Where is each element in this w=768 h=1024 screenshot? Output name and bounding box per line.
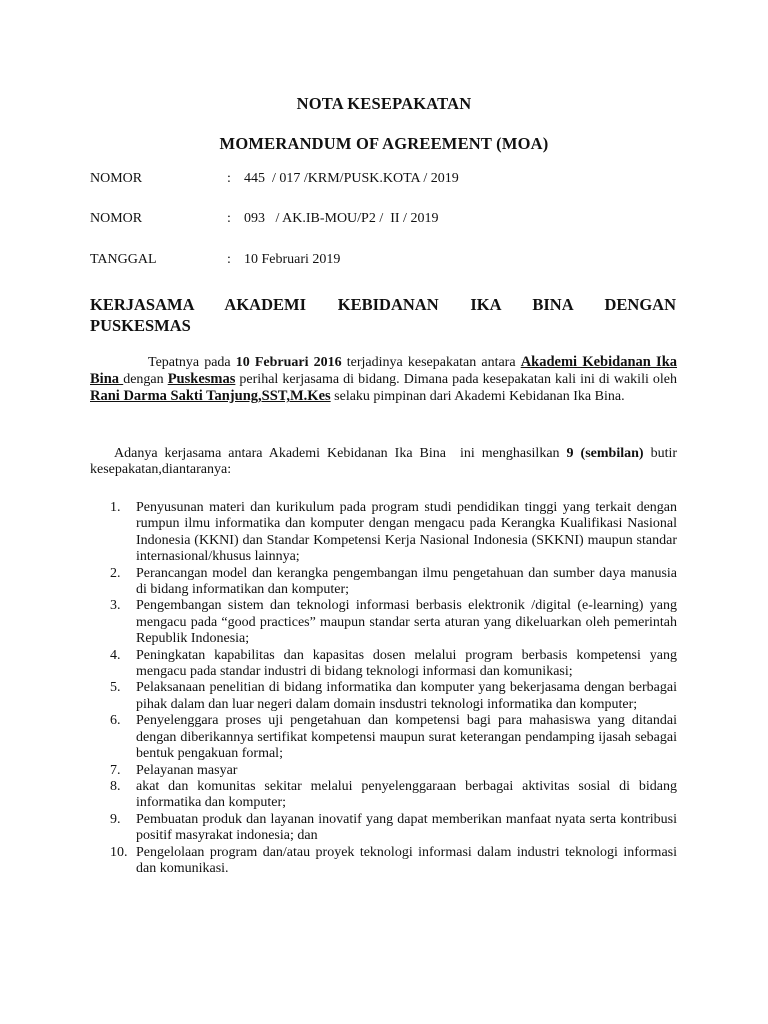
intro-text: terjadinya kesepakatan antara bbox=[341, 355, 521, 370]
list-item-text: Pelayanan masyar bbox=[136, 762, 238, 778]
representative-name: Rani Darma Sakti Tanjung,SST,M.Kes bbox=[90, 388, 331, 404]
list-item-number: 5. bbox=[110, 680, 121, 696]
agreement-heading bbox=[90, 294, 676, 336]
list-item bbox=[90, 845, 677, 878]
list-item bbox=[90, 648, 677, 681]
meta-value: 093 / AK.IB-MOU/P2 / II / 2019 bbox=[244, 211, 439, 226]
list-item-text: akat dan komunitas sekitar melalui penyelenggaraan berbagai aktivitas sosial di bidang informatika dan komputer; bbox=[136, 778, 677, 811]
list-item-number: 4. bbox=[110, 647, 121, 663]
list-item-text: Pengelolaan program dan/atau proyek teknologi informasi dalam industri teknologi informasi dan komunikasi. bbox=[136, 844, 677, 876]
list-item-text: Pengembangan sistem dan teknologi informasi berbasis elektronik /digital (e-learning) yang mengacu pada “good practices” maupun standar serta aturan yang dikeluarkan oleh pemerintah Republik Indonesia; bbox=[136, 598, 677, 647]
list-item-text: Peningkatan kapabilitas dan kapasitas dosen melalui program berbasis kompetensi yang mengacu pada standar industri di bidang teknologi informasi dan komunikasi; bbox=[136, 647, 677, 680]
list-item-number: 8. bbox=[110, 778, 121, 794]
list-item-number: 3. bbox=[110, 598, 121, 614]
organization-name: Puskesmas bbox=[167, 371, 236, 387]
summary-paragraph bbox=[90, 446, 677, 478]
list-item-text: Penyelenggara proses uji pengetahuan dan kompetensi bagi para mahasiswa yang ditandai dengan diberikannya sertifikat kompetensi maupun surat keterangan pendamping ijasah sebagai bentuk pengakuan formal; bbox=[136, 713, 677, 762]
intro-text: selaku pimpinan dari Akademi Kebidanan Ika Bina. bbox=[330, 389, 625, 404]
list-item bbox=[90, 779, 677, 812]
list-item bbox=[90, 763, 677, 779]
meta-colon: : bbox=[227, 211, 231, 226]
list-item bbox=[90, 680, 677, 713]
list-item-number: 1. bbox=[110, 500, 121, 515]
list-item bbox=[90, 566, 677, 599]
list-item bbox=[90, 713, 677, 762]
intro-text: perihal kerjasama di bidang. Dimana pada kesepakatan kali ini di wakili oleh bbox=[235, 372, 684, 387]
list-item-text: Penyusunan materi dan kurikulum pada program studi pendidikan tinggi yang terkait dengan rumpun ilmu informatika dan komputer dengan mengacu pada Kerangka Kualifikasi Nasional Indonesia (KKNI) dan Standar Kompetensi Kerja Nasional Indonesia (SKKNI) maupun standar internasional/khusus lainnya; bbox=[136, 500, 677, 565]
list-item bbox=[90, 500, 677, 566]
list-item-number: 6. bbox=[110, 713, 121, 729]
list-item-text: Pembuatan produk dan layanan inovatif yang dapat memberikan manfaat nyata serta kontribusi positif masyrakat indonesia; dan bbox=[136, 811, 677, 844]
agreement-heading-line-2: PUSKESMAS bbox=[90, 316, 191, 335]
agreement-list bbox=[90, 500, 677, 877]
list-item-text: Pelaksanaan penelitian di bidang informatika dan komputer yang bekerjasama dengan berbagai pihak dalam dan luar negeri dalam domain insdustri teknologi informatika dan komputer; bbox=[136, 680, 677, 712]
summary-text: butir kesepakatan,diantaranya: bbox=[90, 446, 678, 477]
intro-text: Tepatnya pada bbox=[148, 355, 236, 370]
meta-label: TANGGAL bbox=[90, 252, 157, 267]
meta-colon: : bbox=[227, 171, 231, 186]
list-item-text: Perancangan model dan kerangka pengembangan ilmu pengetahuan dan sumber daya manusia di bidang informatikan dan komputer; bbox=[136, 565, 677, 598]
list-item-number: 2. bbox=[110, 565, 121, 581]
agreement-heading-line-1: KERJASAMA AKADEMI KEBIDANAN IKA BINA DENGAN bbox=[90, 295, 676, 314]
summary-text: Adanya kerjasama antara Akademi Kebidanan Ika Bina ini menghasilkan bbox=[114, 446, 567, 461]
list-item-number: 9. bbox=[110, 811, 121, 827]
agreement-date: 10 Februari 2016 bbox=[235, 355, 342, 370]
intro-text: dengan bbox=[123, 372, 168, 387]
meta-value: 445 / 017 /KRM/PUSK.KOTA / 2019 bbox=[244, 171, 459, 186]
meta-colon: : bbox=[227, 252, 231, 267]
list-item-number: 10. bbox=[110, 844, 128, 860]
list-item bbox=[90, 598, 677, 647]
document-subtitle: MOMERANDUM OF AGREEMENT (MOA) bbox=[219, 134, 549, 153]
meta-value: 10 Februari 2019 bbox=[244, 252, 341, 267]
meta-label: NOMOR bbox=[90, 171, 143, 186]
agreement-count: 9 (sembilan) bbox=[566, 446, 644, 461]
intro-paragraph bbox=[90, 354, 684, 405]
list-item bbox=[90, 812, 677, 845]
list-item-number: 7. bbox=[110, 762, 121, 778]
document-title: NOTA KESEPAKATAN bbox=[296, 94, 472, 113]
meta-label: NOMOR bbox=[90, 211, 143, 226]
organization-name: Akademi Kebidanan Ika Bina bbox=[90, 354, 678, 387]
